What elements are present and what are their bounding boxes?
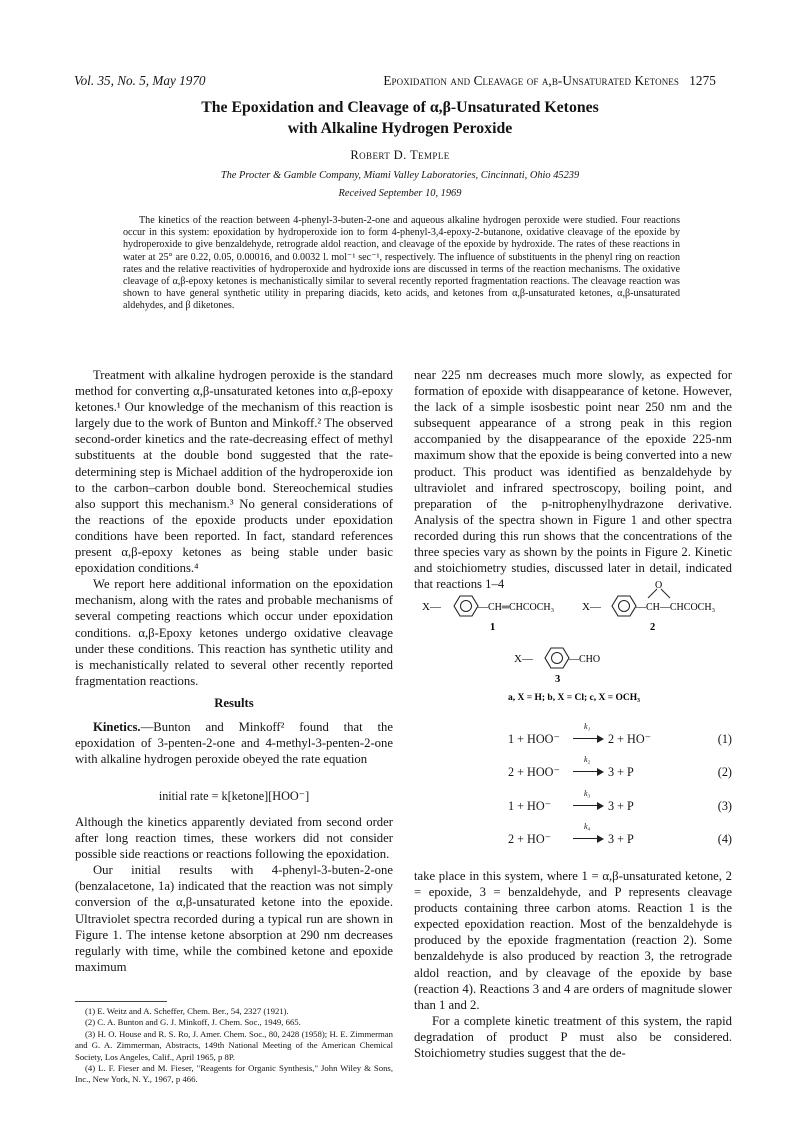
structure-3-prefix: X— bbox=[514, 653, 533, 665]
benzene-ring-2 bbox=[612, 596, 636, 616]
structure-2 bbox=[582, 580, 715, 633]
reaction-lhs: 1 + HOO⁻ bbox=[508, 732, 560, 746]
structure-3-chain: —CHO bbox=[569, 654, 601, 665]
arrowhead-icon bbox=[597, 802, 604, 810]
reaction-4 bbox=[414, 822, 734, 850]
running-header-right bbox=[338, 73, 716, 89]
received-date: Received September 10, 1969 bbox=[338, 188, 462, 199]
kinetics-paragraph bbox=[75, 719, 393, 767]
reaction-2 bbox=[414, 755, 734, 783]
substituent-key: a, X = H; b, X = Cl; c, X = OCH₃ bbox=[507, 693, 641, 703]
footnote-rule bbox=[75, 1001, 167, 1002]
reaction-3 bbox=[414, 789, 734, 817]
structure-1 bbox=[422, 596, 554, 633]
reaction-rhs: 3 + P bbox=[608, 765, 634, 779]
arrowhead-icon bbox=[597, 835, 604, 843]
equation-number: (4) bbox=[717, 832, 732, 846]
right-paragraph-2: take place in this system, where 1 = α,β-unsaturated ketone, 2 = epoxide, 3 = benzaldehyde, and P represents cleavage products containing three carbon atoms. Reaction 1 is the expected epoxidation reaction. Most of the benzaldehyde is produced by the epoxide fragmentation (reaction 2). Some benzaldehyde is also produced by reaction 3, the retrograde aldol reaction, and by cleavage of the epoxide by base (reaction 4). Reactions 3 and 4 are orders of magnitude slower than 1 and 2. bbox=[414, 869, 732, 1012]
reaction-lhs: 1 + HO⁻ bbox=[508, 799, 552, 813]
running-header-left: Vol. 35, No. 5, May 1970 bbox=[74, 73, 206, 88]
article-title bbox=[60, 97, 740, 139]
rate-constant-label: k₂ bbox=[584, 755, 591, 764]
author: Robert D. Temple bbox=[350, 148, 450, 162]
running-header-title: Epoxidation and Cleavage of α,β-Unsaturated Ketones bbox=[383, 73, 680, 88]
reaction-rhs: 3 + P bbox=[608, 832, 634, 846]
arrow-icon bbox=[573, 838, 599, 839]
results-paragraph-3: Our initial results with 4-phenyl-3-buten-2-one (benzalacetone, 1a) indicated that the reaction was not simply conversion of the α,β-unsaturated ketone into the epoxide. Ultraviolet spectra recorded during a typical run are shown in Figure 1. The intense ketone absorption at 290 nm decreases regularly with time, while the combined ketone and epoxide maximum bbox=[75, 863, 393, 974]
footnote-2: (2) C. A. Bunton and G. J. Minkoff, J. Chem. Soc., 1949, 665. bbox=[85, 1017, 301, 1028]
benzene-ring-3 bbox=[545, 648, 569, 668]
right-paragraph-1: near 225 nm decreases much more slowly, as expected for formation of epoxide with disappearance of ketone. However, the lack of a simple isosbestic point near 250 nm and the subsequent appearance of a strong peak in this region accompanied by the disappearance of the epoxide 225-nm maximum show that the epoxide is being converted into a new product. This product was identified as benzaldehyde by ultraviolet and infrared spectroscopy, boiling point, and preparation of the p-nitrophenylhydrazone derivative. Analysis of the spectra shown in Figure 1 and other spectra recorded during this run shows that the concentrations of the three species vary as shown by the points in Figure 2. Kinetic and stoichiometry studies, discussed later in detail, indicated that reactions 1–4 bbox=[414, 368, 732, 592]
footnote-3: (3) H. O. House and R. S. Ro, J. Amer. Chem. Soc., 80, 2428 (1958); H. E. Zimmerman and G. A. Zimmerman, Abstracts, 149th National Meeting of the American Chemical Society, Los Angeles, Calif., April 1965, p 8P. bbox=[75, 1028, 393, 1062]
rate-constant-label: k₄ bbox=[584, 822, 591, 831]
left-column-results-2 bbox=[75, 814, 393, 975]
reaction-lhs: 2 + HOO⁻ bbox=[508, 765, 560, 779]
reaction-rhs: 2 + HO⁻ bbox=[608, 732, 652, 746]
arrow-icon bbox=[573, 805, 599, 806]
equation-number: (3) bbox=[717, 799, 732, 813]
structure-1-chain: —CH═CHCOCH₃ bbox=[478, 602, 555, 613]
rate-equation: initial rate = k[ketone][HOO⁻] bbox=[158, 789, 310, 803]
reaction-lhs: 2 + HO⁻ bbox=[508, 832, 552, 846]
epoxide-oxygen: O bbox=[655, 580, 663, 591]
reaction-1 bbox=[414, 722, 734, 750]
footnote-1: (1) E. Weitz and A. Scheffer, Chem. Ber., 54, 2327 (1921). bbox=[85, 1006, 289, 1016]
rate-constant-label: k₃ bbox=[584, 789, 591, 798]
left-column-intro bbox=[75, 367, 393, 689]
abstract bbox=[123, 215, 680, 313]
structure-2-chain: —CH—CHCOCH₃ bbox=[636, 602, 716, 613]
rate-constant-label: k₁ bbox=[584, 722, 591, 731]
section-heading-results: Results bbox=[214, 696, 254, 710]
arrowhead-icon bbox=[597, 768, 604, 776]
title-line-1: The Epoxidation and Cleavage of α,β-Unsaturated Ketones bbox=[201, 99, 599, 116]
footnotes bbox=[75, 1006, 393, 1086]
kinetics-label: Kinetics. bbox=[93, 720, 141, 734]
arrow-icon bbox=[573, 771, 599, 772]
page-number: 1275 bbox=[689, 73, 716, 88]
structure-2-number: 2 bbox=[650, 622, 656, 633]
right-paragraph-3: For a complete kinetic treatment of this system, the rapid degradation of product P must also be considered. Stoichiometry studies suggest that the de- bbox=[414, 1013, 732, 1061]
chemical-structures bbox=[414, 578, 734, 703]
structure-1-prefix: X— bbox=[422, 601, 441, 613]
structure-2-prefix: X— bbox=[582, 601, 601, 613]
equation-number: (2) bbox=[717, 765, 732, 779]
results-paragraph-2: Although the kinetics apparently deviated from second order after long reaction times, these workers did not consider possible side reactions or reactions following the epoxidation. bbox=[75, 815, 393, 862]
arrow-icon bbox=[573, 738, 599, 739]
kinetics-text: —Bunton and Minkoff² found that the epoxidation of 3-penten-2-one and 4-methyl-3-penten-2-one with alkaline hydrogen peroxide obeyed the rate equation bbox=[75, 720, 393, 767]
abstract-text: The kinetics of the reaction between 4-phenyl-3-buten-2-one and aqueous alkaline hydrogen peroxide were studied. Four reactions occur in this system: epoxidation by hydroperoxide ion to form 4-phenyl-3,4-epoxy-2-butanone, oxidative cleavage of the epoxide by hydroperoxide to give benzaldehyde, retrograde aldol reaction, and cleavage of the epoxide by hydroxide. The rates of these reactions in water at 25° are 0.22, 0.05, 0.00016, and 0.0032 l. mol⁻¹ sec⁻¹, respectively. The influence of substituents in the phenyl ring on reaction rates and the relative reactivities of hydroperoxide and hydroxide ions are discussed in terms of the reaction mechanisms. The oxidative cleavage of α,β-epoxy ketones is mechanistically similar to several recently reported fragmentation reactions. The cleavage reaction was shown to have general synthetic utility in preparing diacids, keto acids, and ketones from α,β-unsaturated ketones, α,β-unsaturated aldehydes, and β diketones. bbox=[123, 215, 680, 312]
right-column-text-2 bbox=[414, 868, 732, 1061]
structure-3 bbox=[514, 648, 600, 685]
reaction-rhs: 3 + P bbox=[608, 799, 634, 813]
footnote-4: (4) L. F. Fieser and M. Fieser, "Reagents for Organic Synthesis," John Wiley & Sons, Inc., New York, N. Y., 1967, p 466. bbox=[75, 1063, 393, 1085]
left-column-results bbox=[75, 719, 393, 767]
intro-paragraph-1: Treatment with alkaline hydrogen peroxide is the standard method for converting α,β-unsaturated ketones into α,β-epoxy ketones.¹ Our knowledge of the mechanism of this reaction is largely due to the work of Bunton and Minkoff.² The observed second-order kinetics and the rate-decreasing effect of methyl substituents at the double bond suggested that the rate-determining step is Michael addition of the hydroperoxide ion to the carbon–carbon double bond. Stereochemical studies also support this mechanism.³ No general considerations of the reactions of the epoxide products under epoxidation conditions have been reported. In fact, standard references present α,β-epoxy ketones as being stable under basic epoxidation conditions.⁴ bbox=[75, 368, 393, 576]
affiliation: The Procter & Gamble Company, Miami Valley Laboratories, Cincinnati, Ohio 45239 bbox=[220, 170, 580, 181]
equation-number: (1) bbox=[717, 732, 732, 746]
intro-paragraph-2: We report here additional information on the epoxidation mechanism, along with the rates and probable mechanisms of several competing reactions which occur under epoxidation conditions. α,β-Epoxy ketones undergo oxidative cleavage under these conditions. This reaction has synthetic utility and is mechanistically related to several other recently reported fragmentation reactions. bbox=[75, 577, 393, 688]
title-line-2: with Alkaline Hydrogen Peroxide bbox=[287, 120, 513, 137]
right-column-text-1 bbox=[414, 367, 732, 592]
benzene-ring-1 bbox=[454, 596, 478, 616]
structure-3-number: 3 bbox=[555, 674, 561, 685]
arrowhead-icon bbox=[597, 735, 604, 743]
structure-1-number: 1 bbox=[490, 622, 496, 633]
